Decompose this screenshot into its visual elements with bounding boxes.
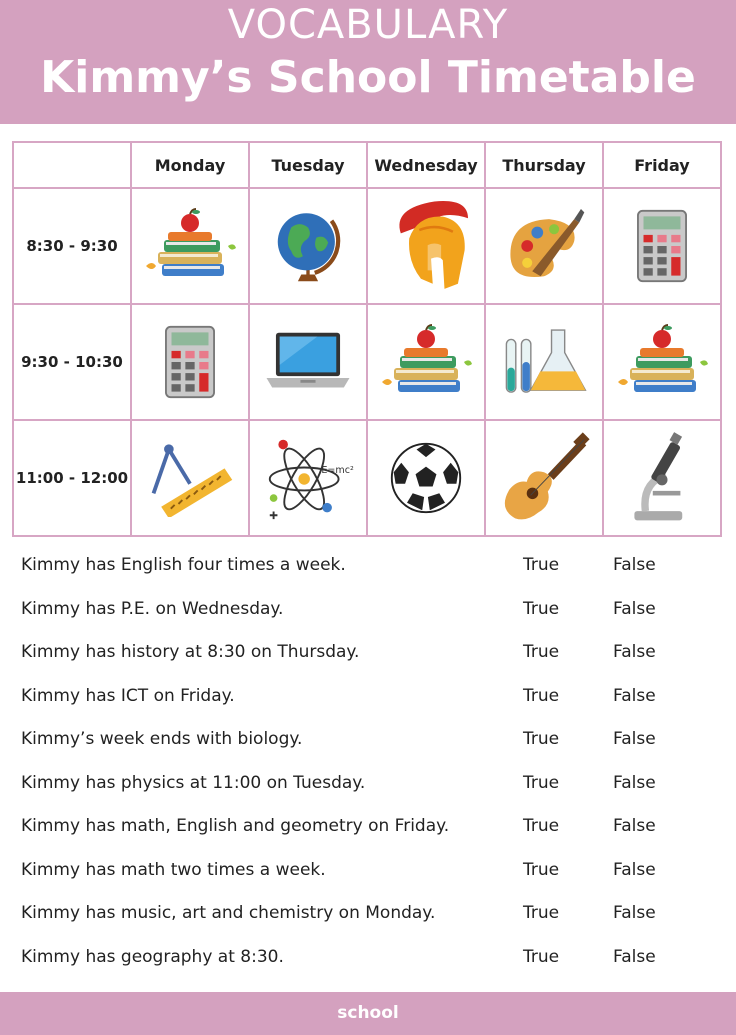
timetable-header-row [13, 142, 721, 188]
timetable-row [13, 304, 721, 420]
spartan-helmet-icon [384, 196, 468, 296]
true-option[interactable]: True [523, 946, 560, 967]
soccer-ball-icon [388, 440, 464, 516]
quiz-row [0, 937, 736, 981]
true-option[interactable]: True [523, 816, 560, 836]
false-option[interactable]: False [613, 903, 656, 923]
timetable-row [13, 188, 721, 304]
microscope-icon [625, 432, 699, 524]
true-option[interactable]: True [523, 729, 560, 749]
quiz-statement: Kimmy has physics at 11:00 on Tuesday. [21, 772, 366, 793]
lesson-cell [367, 304, 485, 420]
quiz-statement: Kimmy has ICT on Friday. [21, 685, 235, 706]
physics-atom-icon [260, 435, 356, 521]
calculator-icon [634, 209, 690, 283]
books-apple-icon [612, 322, 712, 402]
quiz-row [0, 719, 736, 763]
quiz-row [0, 893, 736, 937]
timetable [12, 141, 722, 537]
lesson-cell [485, 304, 603, 420]
lesson-cell [131, 420, 249, 536]
lesson-cell [249, 188, 367, 304]
compass-ruler-icon [142, 439, 238, 517]
true-option[interactable]: True [523, 859, 560, 880]
quiz-statement: Kimmy has geography at 8:30. [21, 946, 284, 967]
quiz-statement: Kimmy has history at 8:30 on Thursday. [21, 642, 360, 662]
lesson-cell [603, 188, 721, 304]
lesson-cell [249, 304, 367, 420]
lesson-cell [603, 420, 721, 536]
true-false-quiz [0, 545, 736, 980]
false-option[interactable]: False [613, 642, 656, 662]
quiz-statement: Kimmy has math, English and geometry on Friday. [21, 816, 450, 836]
quiz-row [0, 589, 736, 633]
corner-cell [13, 142, 131, 188]
quiz-statement: Kimmy has P.E. on Wednesday. [21, 598, 284, 619]
false-option[interactable]: False [613, 685, 656, 706]
day-header: Monday [131, 142, 249, 188]
quiz-statement: Kimmy has math two times a week. [21, 859, 326, 880]
lesson-cell [249, 420, 367, 536]
lesson-cell [367, 420, 485, 536]
laptop-icon [260, 329, 356, 395]
globe-icon [266, 200, 350, 292]
false-option[interactable]: False [613, 598, 656, 619]
day-header: Thursday [485, 142, 603, 188]
day-header: Wednesday [367, 142, 485, 188]
lesson-cell [367, 188, 485, 304]
quiz-statement: Kimmy has music, art and chemistry on Monday. [21, 903, 436, 923]
true-option[interactable]: True [523, 555, 560, 575]
time-slot: 11:00 - 12:00 [13, 420, 131, 536]
true-option[interactable]: True [523, 903, 560, 923]
false-option[interactable]: False [613, 859, 656, 880]
books-apple-icon [376, 322, 476, 402]
page-header [0, 0, 736, 124]
day-header: Friday [603, 142, 721, 188]
false-option[interactable]: False [613, 729, 656, 749]
books-apple-icon [140, 206, 240, 286]
true-option[interactable]: True [523, 598, 560, 619]
lesson-cell [603, 304, 721, 420]
quiz-row [0, 806, 736, 850]
quiz-row [0, 763, 736, 807]
page-title: Kimmy’s School Timetable [40, 52, 696, 103]
page-footer [0, 992, 736, 1035]
timetable-row [13, 420, 721, 536]
quiz-statement: Kimmy’s week ends with biology. [21, 729, 303, 749]
quiz-row [0, 676, 736, 720]
false-option[interactable]: False [613, 555, 656, 575]
false-option[interactable]: False [613, 816, 656, 836]
quiz-row [0, 545, 736, 589]
lesson-cell [485, 188, 603, 304]
guitar-icon [496, 430, 592, 526]
quiz-row [0, 850, 736, 894]
false-option[interactable]: False [613, 772, 656, 793]
day-header: Tuesday [249, 142, 367, 188]
true-option[interactable]: True [523, 642, 560, 662]
true-option[interactable]: True [523, 685, 560, 706]
time-slot: 8:30 - 9:30 [13, 188, 131, 304]
time-slot: 9:30 - 10:30 [13, 304, 131, 420]
lesson-cell [131, 188, 249, 304]
quiz-statement: Kimmy has English four times a week. [21, 555, 346, 575]
paint-palette-icon [502, 204, 586, 288]
footer-label: school [337, 1003, 399, 1023]
test-tube-flask-icon [497, 324, 591, 400]
true-option[interactable]: True [523, 772, 560, 793]
calculator-icon [162, 325, 218, 399]
quiz-row [0, 632, 736, 676]
lesson-cell [485, 420, 603, 536]
header-kicker: VOCABULARY [227, 2, 509, 48]
false-option[interactable]: False [613, 946, 656, 967]
lesson-cell [131, 304, 249, 420]
